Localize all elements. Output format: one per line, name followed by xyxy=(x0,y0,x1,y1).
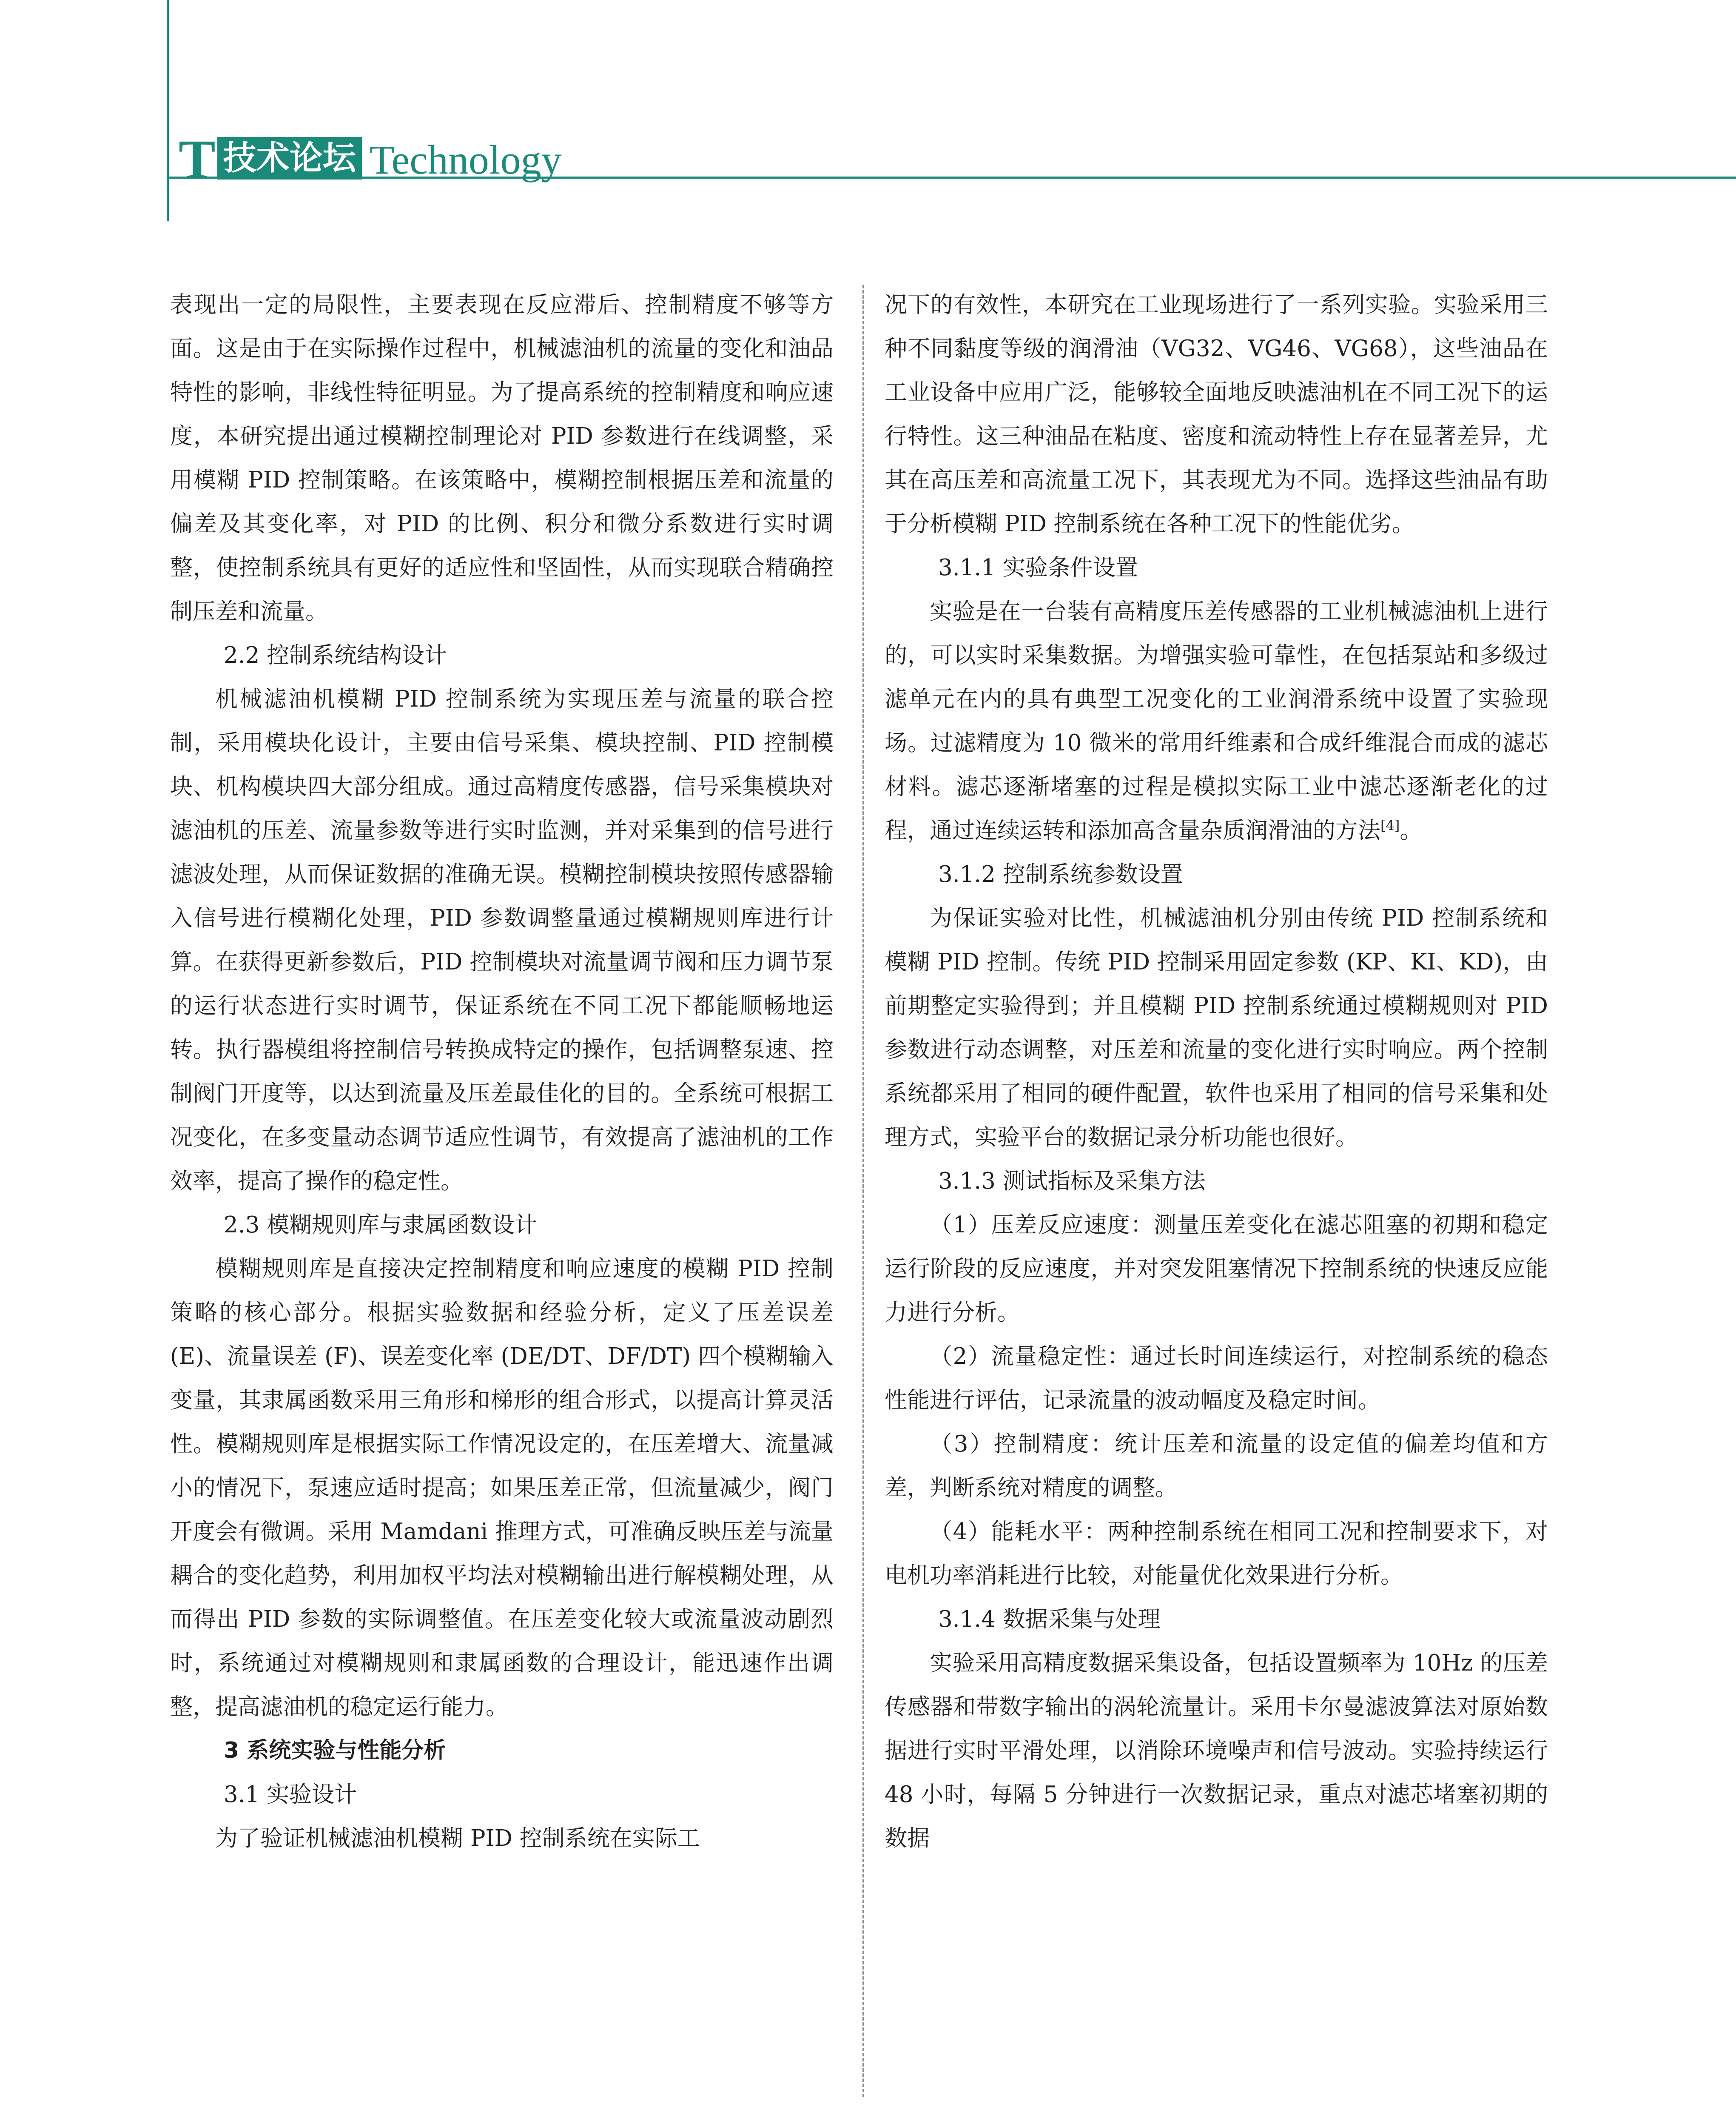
list-item: （4）能耗水平：两种控制系统在相同工况和控制要求下，对电机功率消耗进行比较，对能量优化效果进行分析。 xyxy=(885,1519,1548,1588)
section-heading: 3 系统实验与性能分析 xyxy=(224,1738,446,1763)
right-column xyxy=(885,283,1548,1860)
section-header xyxy=(179,129,562,190)
paragraph xyxy=(885,590,1548,853)
paragraph: 模糊规则库是直接决定控制精度和响应速度的模糊 PID 控制策略的核心部分。根据实验数据和经验分析，定义了压差误差 (E)、流量误差 (F)、误差变化率 (DE/DT、DF/DT) 四个模糊输入变量，其隶属函数采用三角形和梯形的组合形式，以提高计算灵活性。模糊规则库是根据实际工作情况设定的，在压差增大、流量减小的情况下，泵速应适时提高；如果压差正常，但流量减少，阀门开度会有微调。采用 Mamdani 推理方式，可准确反映压差与流量耦合的变化趋势，利用加权平均法对模糊输出进行解模糊处理，从而得出 PID 参数的实际调整值。在压差变化较大或流量波动剧烈时，系统通过对模糊规则和隶属函数的合理设计，能迅速作出调整，提高滤油机的稳定运行能力。 xyxy=(170,1256,834,1720)
citation-ref: [4] xyxy=(1380,817,1400,834)
subsection-heading: 3.1 实验设计 xyxy=(224,1782,357,1808)
header-vertical-rule xyxy=(167,0,169,221)
subsection-heading: 3.1.4 数据采集与处理 xyxy=(938,1606,1161,1632)
paragraph-end: 。 xyxy=(1400,818,1423,844)
subsection-heading: 3.1.1 实验条件设置 xyxy=(938,555,1138,581)
paragraph: 为了验证机械滤油机模糊 PID 控制系统在实际工 xyxy=(215,1825,700,1851)
paragraph: 为保证实验对比性，机械滤油机分别由传统 PID 控制系统和模糊 PID 控制。传统 PID 控制采用固定参数 (KP、KI、KD)，由前期整定实验得到；并且模糊 PID 控制系统通过模糊规则对 PID 参数进行动态调整，对压差和流量的变化进行实时响应。两个控制系统都采用了相同的硬件配置，软件也采用了相同的信号采集和处理方式，实验平台的数据记录分析功能也很好。 xyxy=(885,905,1548,1150)
section-label-en: Technology xyxy=(369,137,562,182)
paragraph: 实验采用高精度数据采集设备，包括设置频率为 10Hz 的压差传感器和带数字输出的涡轮流量计。采用卡尔曼滤波算法对原始数据进行实时平滑处理，以消除环境噪声和信号波动。实验持续运行 48 小时，每隔 5 分钟进行一次数据记录，重点对滤芯堵塞初期的数据 xyxy=(885,1650,1548,1851)
list-item: （2）流量稳定性：通过长时间连续运行，对控制系统的稳态性能进行评估，记录流量的波动幅度及稳定时间。 xyxy=(885,1343,1548,1413)
section-label-cn: 技术论坛 xyxy=(217,137,362,180)
paragraph-text: 实验是在一台装有高精度压差传感器的工业机械滤油机上进行的，可以实时采集数据。为增强实验可靠性，在包括泵站和多级过滤单元在内的具有典型工况变化的工业润滑系统中设置了实验现场。过滤精度为 10 微米的常用纤维素和合成纤维混合而成的滤芯材料。滤芯逐渐堵塞的过程是模拟实际工业中滤芯逐渐老化的过程，通过连续运转和添加高含量杂质润滑油的方法 xyxy=(885,599,1548,844)
subsection-heading: 2.2 控制系统结构设计 xyxy=(224,642,447,668)
list-item: （1）压差反应速度：测量压差变化在滤芯阻塞的初期和稳定运行阶段的反应速度，并对突发阻塞情况下控制系统的快速反应能力进行分析。 xyxy=(885,1212,1548,1326)
subsection-heading: 3.1.2 控制系统参数设置 xyxy=(938,861,1183,887)
list-item: （3）控制精度：统计压差和流量的设定值的偏差均值和方差，判断系统对精度的调整。 xyxy=(885,1431,1548,1501)
paragraph: 况下的有效性，本研究在工业现场进行了一系列实验。实验采用三种不同黏度等级的润滑油（VG32、VG46、VG68），这些油品在工业设备中应用广泛，能够较全面地反映滤油机在不同工况下的运行特性。这三种油品在粘度、密度和流动特性上存在显著差异，尤其在高压差和高流量工况下，其表现尤为不同。选择这些油品有助于分析模糊 PID 控制系统在各种工况下的性能优劣。 xyxy=(885,292,1548,537)
paragraph: 机械滤油机模糊 PID 控制系统为实现压差与流量的联合控制，采用模块化设计，主要由信号采集、模块控制、PID 控制模块、机构模块四大部分组成。通过高精度传感器，信号采集模块对滤油机的压差、流量参数等进行实时监测，并对采集到的信号进行滤波处理，从而保证数据的准确无误。模糊控制模块按照传感器输入信号进行模糊化处理，PID 参数调整量通过模糊规则库进行计算。在获得更新参数后，PID 控制模块对流量调节阀和压力调节泵的运行状态进行实时调节，保证系统在不同工况下都能顺畅地运转。执行器模组将控制信号转换成特定的操作，包括调整泵速、控制阀门开度等，以达到流量及压差最佳化的目的。全系统可根据工况变化，在多变量动态调节适应性调节，有效提高了滤油机的工作效率，提高了操作的稳定性。 xyxy=(170,686,834,1194)
paragraph: 表现出一定的局限性，主要表现在反应滞后、控制精度不够等方面。这是由于在实际操作过程中，机械滤油机的流量的变化和油品特性的影响，非线性特征明显。为了提高系统的控制精度和响应速度，本研究提出通过模糊控制理论对 PID 参数进行在线调整，采用模糊 PID 控制策略。在该策略中，模糊控制根据压差和流量的偏差及其变化率，对 PID 的比例、积分和微分系数进行实时调整，使控制系统具有更好的适应性和坚固性，从而实现联合精确控制压差和流量。 xyxy=(170,292,834,624)
section-logo-letter: T xyxy=(179,129,216,190)
left-column xyxy=(170,283,834,1860)
subsection-heading: 3.1.3 测试指标及采集方法 xyxy=(938,1168,1206,1194)
subsection-heading: 2.3 模糊规则库与隶属函数设计 xyxy=(224,1212,538,1238)
column-divider xyxy=(862,285,864,2097)
